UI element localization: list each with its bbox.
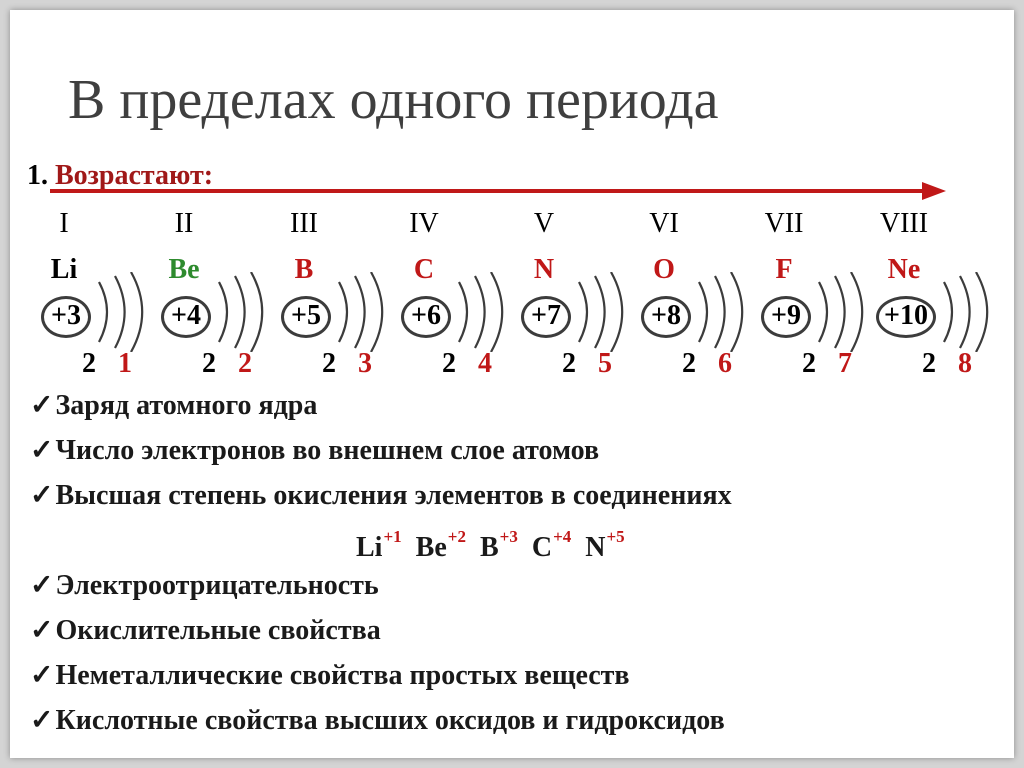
element-symbol: B <box>294 254 314 285</box>
property-text: Окислительные свойства <box>55 615 381 646</box>
property-text: Число электронов во внешнем слое атомов <box>55 435 600 466</box>
oxidation-element-symbol: Be <box>415 532 447 563</box>
inner-shell-electrons: 2 <box>802 348 816 379</box>
nucleus-charge: +9 <box>771 300 801 331</box>
inner-shell-electrons: 2 <box>922 348 936 379</box>
outer-shell-electrons: 5 <box>598 348 612 379</box>
oxidation-state <box>356 527 402 563</box>
electron-shell-arc <box>819 282 827 342</box>
property-text: Кислотные свойства высших оксидов и гидроксидов <box>55 705 725 736</box>
group-number: VI <box>649 208 679 239</box>
electron-shell-arc <box>459 282 467 342</box>
nucleus-charge: +7 <box>531 300 561 331</box>
nucleus-charge: +4 <box>171 300 201 331</box>
oxidation-state <box>585 527 625 563</box>
outer-shell-electrons: 2 <box>238 348 252 379</box>
oxidation-state <box>531 527 572 563</box>
element-symbol: C <box>413 254 435 285</box>
property-item <box>30 482 732 510</box>
electron-shell-arc <box>731 272 742 352</box>
oxidation-state <box>415 527 466 563</box>
nucleus-charge: +8 <box>651 300 681 331</box>
electron-shell-arc <box>595 276 605 348</box>
inner-shell-electrons: 2 <box>82 348 96 379</box>
inner-shell-electrons: 2 <box>562 348 576 379</box>
property-item <box>30 662 630 690</box>
group-number: IV <box>409 208 439 239</box>
group-number: VIII <box>879 208 929 239</box>
electron-shell-arc <box>115 276 125 348</box>
nucleus-charge: +6 <box>411 300 441 331</box>
property-item <box>30 617 381 645</box>
outer-shell-electrons: 7 <box>838 348 852 379</box>
group-number: II <box>174 208 194 239</box>
property-item <box>30 572 379 600</box>
oxidation-element-symbol: N <box>585 532 606 563</box>
electron-shell-arc <box>960 276 970 348</box>
oxidation-element-symbol: B <box>479 532 499 563</box>
electron-shell-arc <box>235 276 245 348</box>
electron-shell-arc <box>99 282 107 342</box>
property-text: Неметаллические свойства простых веществ <box>55 660 630 691</box>
property-item <box>30 437 599 465</box>
oxidation-state-value: +1 <box>383 527 402 546</box>
slide <box>10 10 1014 758</box>
oxidation-states-line <box>356 528 639 562</box>
outer-shell-electrons: 3 <box>358 348 372 379</box>
outer-shell-electrons: 6 <box>718 348 732 379</box>
page-title: В пределах одного периода <box>68 69 719 131</box>
electron-shell-arc <box>851 272 862 352</box>
oxidation-state <box>479 527 518 563</box>
inner-shell-electrons: 2 <box>682 348 696 379</box>
electron-shell-arc <box>579 282 587 342</box>
subheading-number: 1. <box>27 160 48 191</box>
outer-shell-electrons: 4 <box>478 348 492 379</box>
checkmark-icon: ✓ <box>30 705 54 736</box>
oxidation-state-value: +3 <box>499 527 518 546</box>
subheading-text: Возрастают: <box>55 160 214 191</box>
oxidation-state-value: +4 <box>553 527 572 546</box>
checkmark-icon: ✓ <box>30 660 54 691</box>
checkmark-icon: ✓ <box>30 570 54 601</box>
electron-shell-arc <box>475 276 485 348</box>
property-text: Высшая степень окисления элементов в соединениях <box>55 480 732 511</box>
electron-shell-arc <box>219 282 227 342</box>
element-symbol: Ne <box>887 254 921 285</box>
checkmark-icon: ✓ <box>30 480 54 511</box>
electron-shell-arc <box>371 272 382 352</box>
element-symbol: Be <box>168 254 200 285</box>
nucleus-charge: +5 <box>291 300 321 331</box>
electron-shell-arc <box>131 272 142 352</box>
electron-shell-arc <box>251 272 262 352</box>
inner-shell-electrons: 2 <box>442 348 456 379</box>
checkmark-icon: ✓ <box>30 435 54 466</box>
oxidation-element-symbol: C <box>531 532 553 563</box>
element-symbol: N <box>533 254 555 285</box>
outer-shell-electrons: 8 <box>958 348 972 379</box>
electron-shells-icon <box>938 272 1008 352</box>
checkmark-icon: ✓ <box>30 615 54 646</box>
oxidation-element-symbol: Li <box>356 532 383 563</box>
checkmark-icon: ✓ <box>30 390 54 421</box>
electron-shell-arc <box>339 282 347 342</box>
group-number: VII <box>764 208 804 239</box>
electron-shell-arc <box>944 282 952 342</box>
inner-shell-electrons: 2 <box>322 348 336 379</box>
property-text: Заряд атомного ядра <box>55 390 318 421</box>
element-symbol: O <box>653 254 675 285</box>
oxidation-state-value: +2 <box>447 527 466 546</box>
group-number: III <box>290 208 318 239</box>
electron-shell-arc <box>611 272 622 352</box>
element-symbol: F <box>775 254 793 285</box>
outer-shell-electrons: 1 <box>118 348 132 379</box>
inner-shell-electrons: 2 <box>202 348 216 379</box>
property-item <box>30 392 317 420</box>
increase-arrow-icon <box>50 180 950 202</box>
electron-shell-arc <box>976 272 987 352</box>
electron-shell-arc <box>699 282 707 342</box>
group-number: I <box>59 208 69 239</box>
group-number: V <box>533 208 555 239</box>
electron-shell-arc <box>715 276 725 348</box>
nucleus-charge: +3 <box>51 300 81 331</box>
electron-shell-arc <box>491 272 502 352</box>
property-text: Электроотрицательность <box>55 570 379 601</box>
electron-shell-arc <box>835 276 845 348</box>
oxidation-state-value: +5 <box>606 527 625 546</box>
electron-shell-arc <box>355 276 365 348</box>
element-symbol: Li <box>50 254 78 285</box>
nucleus-charge: +10 <box>884 300 928 331</box>
property-item <box>30 707 725 735</box>
